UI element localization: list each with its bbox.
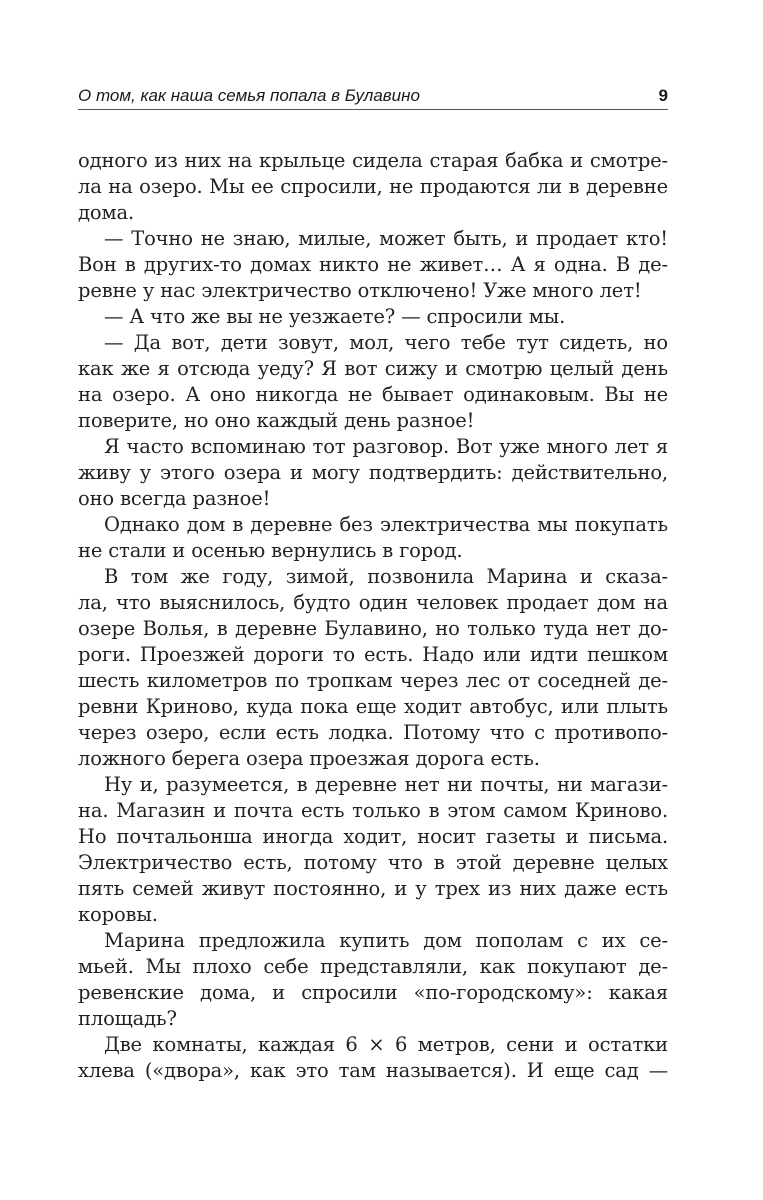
text-line: ла на озеро. Мы ее спросили, не продаются ли в деревне [78, 175, 668, 198]
text-line: Вон в других-то домах никто не живет… А я одна. В де- [78, 253, 668, 276]
text-line: через озеро, если есть лодка. Потому что с противопо- [78, 721, 668, 744]
text-line: роги. Проезжей дороги то есть. Надо или идти пешком [78, 643, 668, 666]
text-line: Я часто вспоминаю тот разговор. Вот уже много лет я [104, 435, 668, 458]
text-line: — Да вот, дети зовут, мол, чего тебе тут сидеть, но [104, 331, 668, 354]
text-line: ревенские дома, и спросили «по-городскому»: какая [78, 981, 668, 1004]
text-line: площадь? [78, 1007, 177, 1030]
text-line: В том же году, зимой, позвонила Марина и сказа- [104, 565, 668, 588]
page-number: 9 [658, 86, 668, 105]
text-line: хлева («двора», как это там называется). И еще сад — [78, 1059, 668, 1082]
text-line: озере Волья, в деревне Булавино, но только туда нет до- [78, 617, 668, 640]
text-line: шесть километров по тропкам через лес от соседней де- [78, 669, 668, 692]
text-line: поверите, но оно каждый день разное! [78, 409, 475, 432]
text-line: ревни Криново, куда пока еще ходит автобус, или плыть [78, 695, 668, 718]
body-text [78, 148, 668, 1084]
text-line: Электричество есть, потому что в этой деревне целых [78, 851, 668, 874]
text-line: пять семей живут постоянно, и у трех из них даже есть [78, 877, 668, 900]
text-line: мьей. Мы плохо себе представляли, как покупают де- [78, 955, 668, 978]
text-line: ложного берега озера проезжая дорога есть. [78, 747, 540, 770]
text-line: как же я отсюда уеду? Я вот сижу и смотрю целый день [78, 357, 668, 380]
running-title: О том, как наша семья попала в Булавино [78, 86, 420, 105]
text-line: не стали и осенью вернулись в город. [78, 539, 463, 562]
text-line: коровы. [78, 903, 158, 926]
text-line: живу у этого озера и могу подтвердить: действительно, [78, 461, 668, 484]
text-line: ревне у нас электричество отключено! Уже много лет! [78, 279, 642, 302]
text-line: оно всегда разное! [78, 487, 271, 510]
text-line: на. Магазин и почта есть только в этом самом Криново. [78, 799, 668, 822]
text-line: Две комнаты, каждая 6 × 6 метров, сени и остатки [104, 1033, 668, 1056]
text-line: Марина предложила купить дом пополам с их се- [104, 929, 668, 952]
text-line: — Точно не знаю, милые, может быть, и продает кто! [104, 227, 668, 250]
text-line: Однако дом в деревне без электричества мы покупать [104, 513, 668, 536]
text-line: ла, что выяснилось, будто один человек продает дом на [78, 591, 668, 614]
text-line: на озеро. А оно никогда не бывает одинаковым. Вы не [78, 383, 668, 406]
text-line: дома. [78, 201, 134, 224]
running-header [78, 84, 668, 110]
header-rule [78, 109, 668, 110]
text-line: Но почтальонша иногда ходит, носит газеты и письма. [78, 825, 668, 848]
text-line: — А что же вы не уезжаете? — спросили мы. [104, 305, 566, 328]
text-line: Ну и, разумеется, в деревне нет ни почты, ни магази- [104, 773, 668, 796]
text-line: одного из них на крыльце сидела старая бабка и смотре- [78, 149, 668, 172]
